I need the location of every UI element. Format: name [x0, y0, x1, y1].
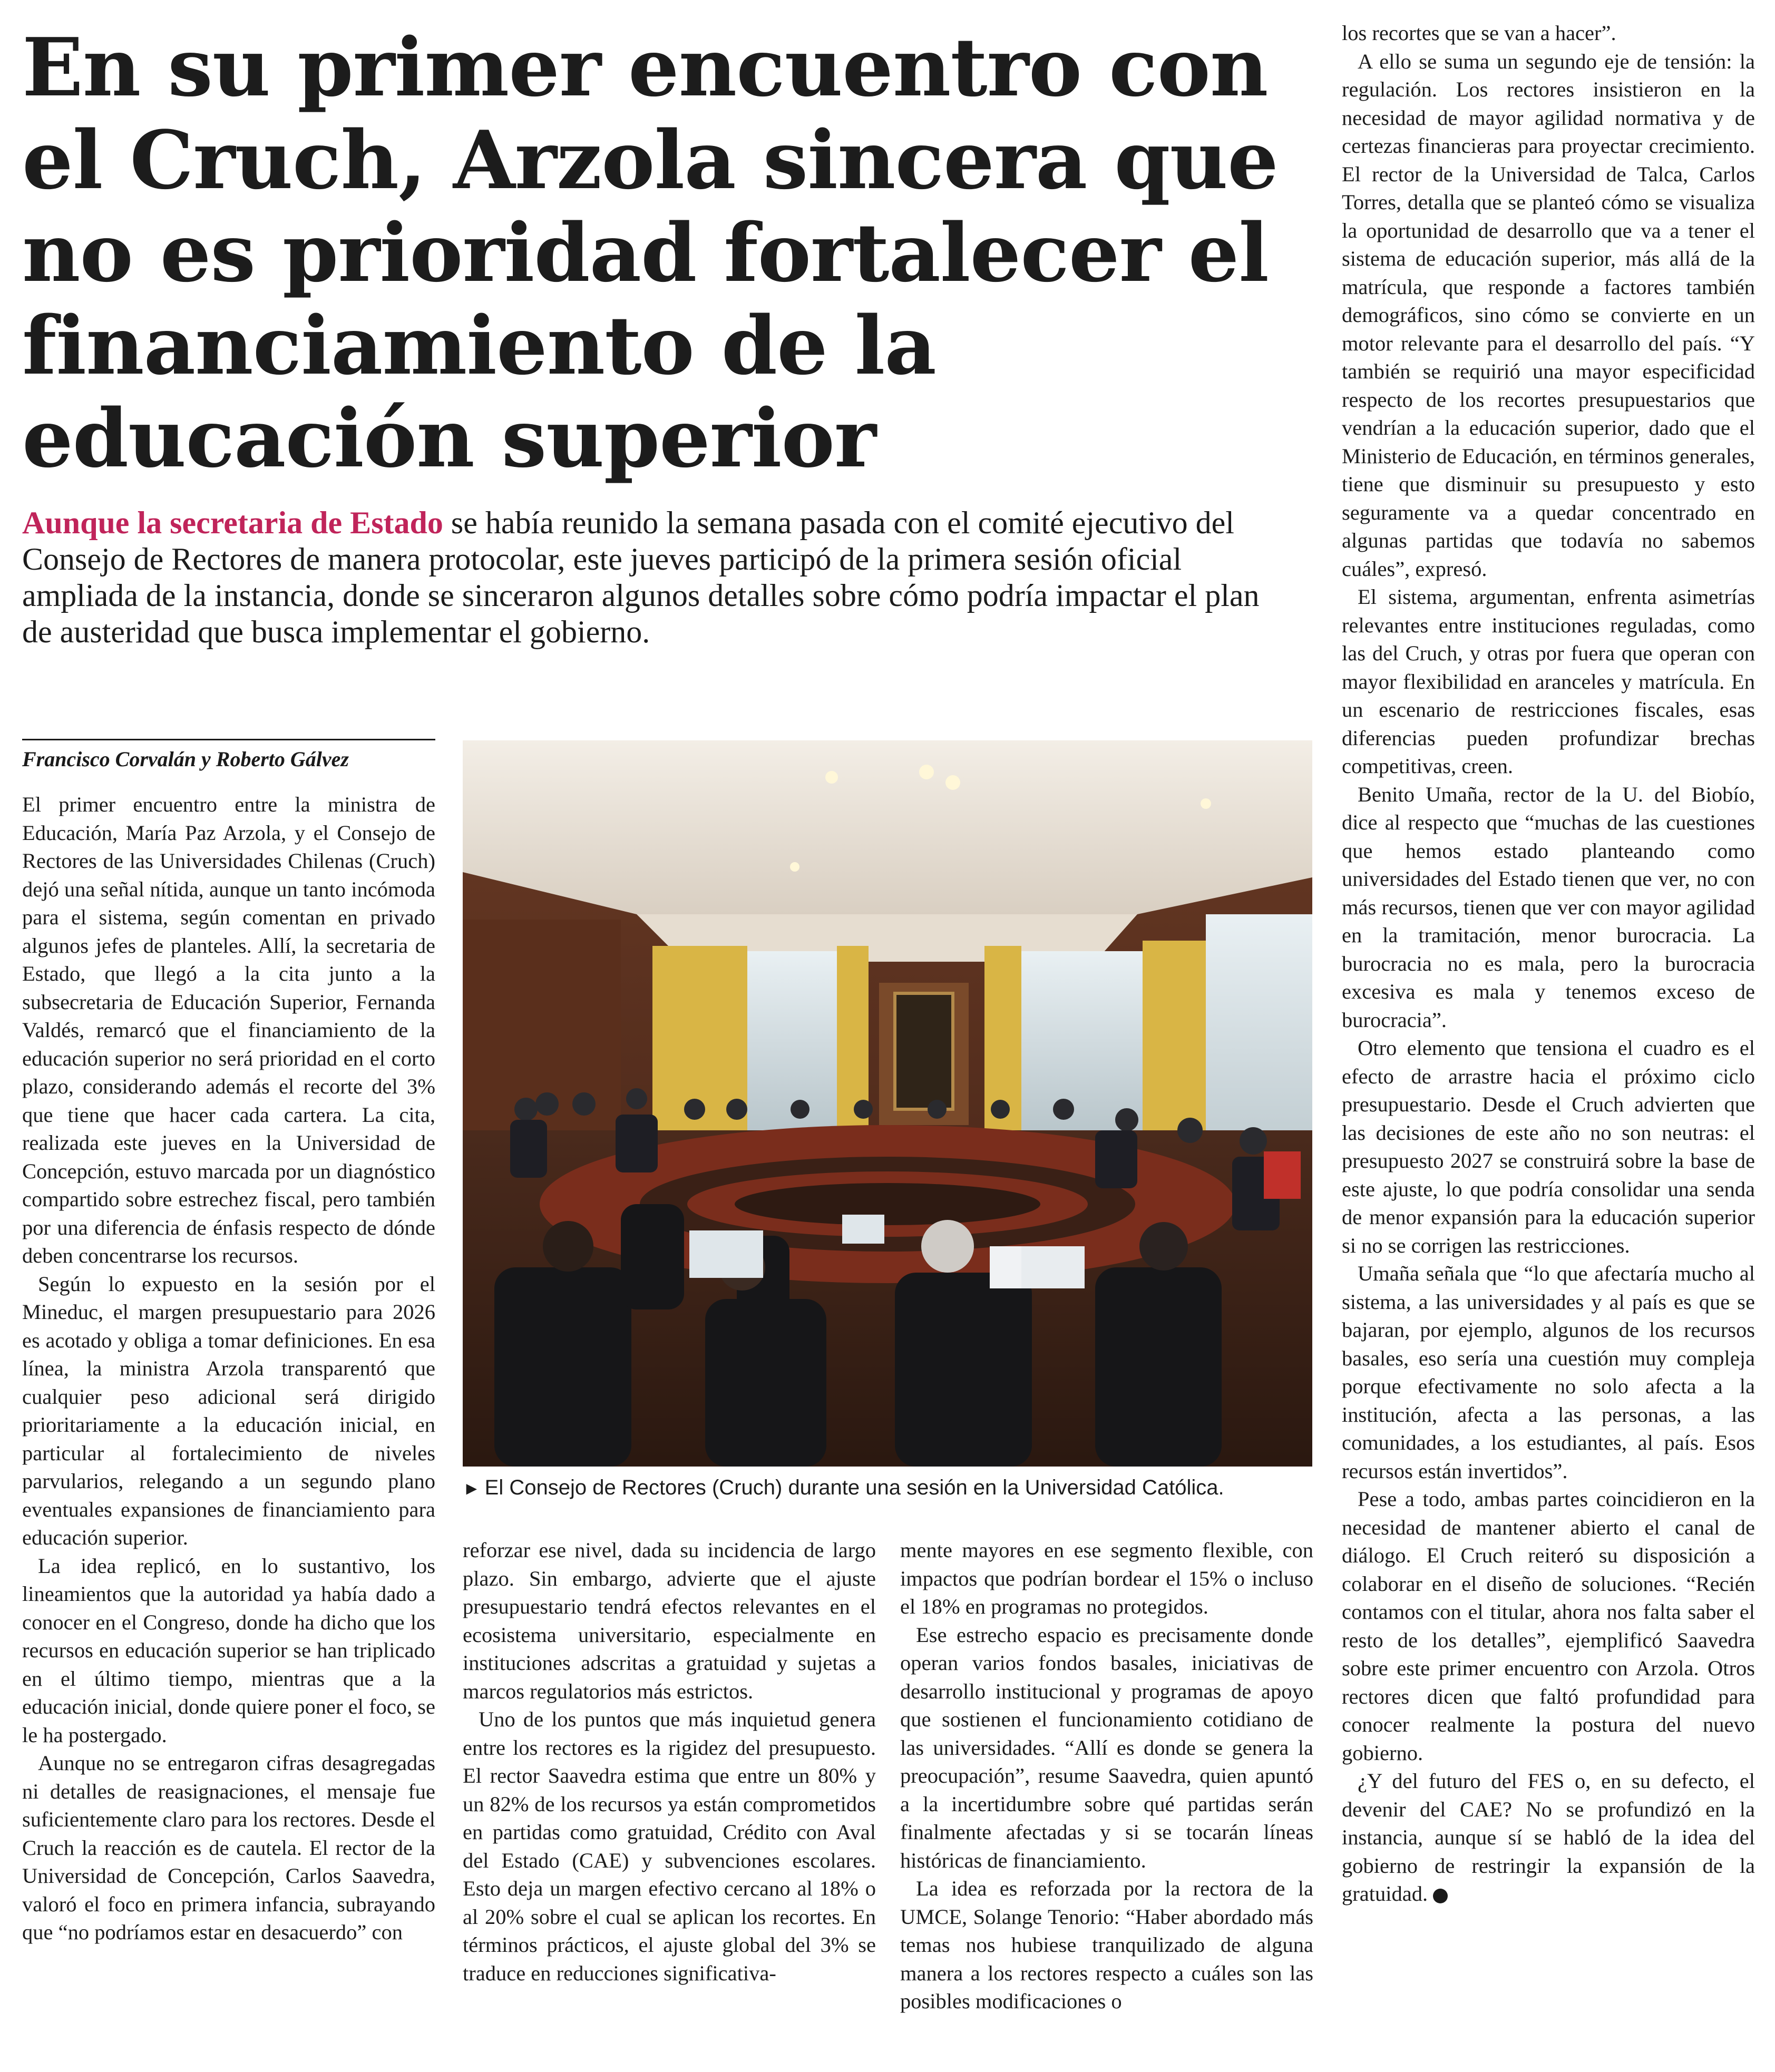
paragraph: La idea replicó, en lo sustantivo, los lineamientos que la autoridad ya había dado a conocer en el Congreso, donde ha dicho que los recursos en educación superior se han triplicado en el último tiempo, mientras que a la educación inicial, donde quiere poner el foco, se le ha postergado.	[22, 1553, 435, 1747]
paragraph: La idea es reforzada por la rectora de la UMCE, Solange Tenorio: “Haber abordado más temas nos hubiese tranquilizado de alguna manera a los rectores respecto a cuáles son las posibles modificaciones o	[900, 1876, 1313, 2013]
paragraph: Según lo expuesto en la sesión por el Mineduc, el margen presupuestario para 2026 es acotado y obliga a tomar definiciones. En esa línea, la ministra Arzola transparentó que cualquier peso adicional será dirigido prioritariamente a la educación inicial, en particular al fortalecimiento de niveles parvularios, relegando a un segundo plano eventuales expansiones de financiamiento para educación superior.	[22, 1272, 435, 1549]
meeting-photo-illustration	[463, 740, 1312, 1467]
body-column-1	[22, 790, 435, 2071]
lead-paragraph	[22, 505, 1287, 650]
paragraph: Otro elemento que tensiona el cuadro es el efecto de arrastre hacia el próximo ciclo presupuestario. Desde el Cruch advierten que las decisiones de este año no son neutras: el presupuesto 2027 se construirá sobre la base de este ajuste, lo que podría consolidar una senda de menor expansión para la educación superior si no se corrigen las restricciones.	[1342, 1036, 1755, 1257]
final-paragraph-text: ¿Y del futuro del FES o, en su defecto, el devenir del CAE? No se profundizó en la instancia, aunque sí se habló de la idea del gobierno de restringir la expansión de la gratuidad.	[1342, 1769, 1755, 1905]
lead-highlight: Aunque la secretaria de Estado	[22, 505, 443, 540]
headline: En su primer encuentro con el Cruch, Arzola sincera que no es prioridad fortalecer el financiamiento de la educación superior	[22, 20, 1278, 485]
paragraph: El primer encuentro entre la ministra de Educación, María Paz Arzola, y el Consejo de Rectores de las Universidades Chilenas (Cruch) dejó una señal nítida, aunque un tanto incómoda para el sistema, según comentan en privado algunos jefes de planteles. Allí, la secretaria de Estado, que llegó a la cita junto a la subsecretaria de Educación Superior, Fernanda Valdés, remarcó que el financiamiento de la educación superior no será prioridad en el corto plazo, considerando además el recorte del 3% que tiene que hacer cada cartera. La cita, realizada este jueves en la Universidad de Concepción, estuvo marcada por un diagnóstico compartido sobre estrechez fiscal, pero también por una diferencia de énfasis respecto de dónde deben concentrarse los recursos.	[22, 793, 435, 1267]
paragraph	[1342, 1767, 1755, 1908]
paragraph: reforzar ese nivel, dada su incidencia de largo plazo. Sin embargo, advierte que el ajuste presupuestario tendrá efectos relevantes en el ecosistema universitario, especialmente en instituciones adscritas a gratuidad y sujetas a marcos regulatorios más estrictos.	[463, 1538, 876, 1703]
paragraph: mente mayores en ese segmento flexible, con impactos que podrían bordear el 15% o incluso el 18% en programas no protegidos.	[900, 1538, 1313, 1618]
body-column-2	[463, 1536, 876, 2068]
end-mark-icon	[1433, 1889, 1448, 1903]
caption-marker-icon: ►	[463, 1479, 481, 1499]
paragraph: Uno de los puntos que más inquietud genera entre los rectores es la rigidez del presupuesto. El rector Saavedra estima que entre un 80% y un 82% de los recursos ya están comprometidos en partidas como gratuidad, Crédito con Aval del Estado (CAE) y subvenciones escolares. Esto deja un margen efectivo cercano al 18% o al 20% sobre el cual se aplican los recortes. En términos prácticos, el ajuste global del 3% se traduce en reducciones significativa-	[463, 1707, 876, 1985]
body-column-3	[900, 1536, 1313, 2068]
caption-text: El Consejo de Rectores (Cruch) durante una sesión en la Universidad Católica.	[484, 1476, 1224, 1499]
paragraph: Aunque no se entregaron cifras desagregadas ni detalles de reasignaciones, el mensaje fue suficientemente claro para los rectores. Desde el Cruch la reacción es de cautela. El rector de la Universidad de Concepción, Carlos Saavedra, valoró el foco en primera infancia, subrayando que “no podríamos estar en desacuerdo” con	[22, 1751, 435, 1944]
paragraph: El sistema, argumentan, enfrenta asimetrías relevantes entre instituciones reguladas, como las del Cruch, y otras por fuera que operan con mayor flexibilidad en aranceles y matrícula. En un escenario de restricciones fiscales, esas diferencias pueden profundizar brechas competitivas, creen.	[1342, 585, 1755, 778]
paragraph: Benito Umaña, rector de la U. del Biobío, dice al respecto que “muchas de las cuestiones que hemos estado planteando como universidades del Estado tienen que ver, no con más recursos, tienen que ver con mayor agilidad en la tramitación, menor burocracia. La burocracia no es mala, pero la burocracia excesiva es mala y tenemos exceso de burocracia”.	[1342, 782, 1755, 1032]
paragraph: Ese estrecho espacio es precisamente donde operan varios fondos basales, iniciativas de desarrollo institucional y programas de apoyo que sostienen el funcionamiento cotidiano de las universidades. “Allí es donde se genera la preocupación”, resume Saavedra, quien apuntó a la incertidumbre sobre qué partidas serán finalmente afectadas y si se tocarán líneas históricas de financiamiento.	[900, 1623, 1313, 1872]
lead-text: se había reunido la semana pasada con el comité ejecutivo del Consejo de Rectores de manera protocolar, este jueves participó de la primera sesión oficial ampliada de la instancia, donde se sinceraron algunos detalles sobre cómo podría impactar el plan de austeridad que busca implementar el gobierno.	[22, 505, 1260, 649]
paragraph: los recortes que se van a hacer”.	[1342, 21, 1616, 45]
paragraph: A ello se suma un segundo eje de tensión: la regulación. Los rectores insistieron en la necesidad de mayor agilidad normativa y de certezas financieras para proyectar crecimiento. El rector de la Universidad de Talca, Carlos Torres, detalla que se planteó cómo se visualiza la oportunidad de desarrollo que va a tener el sistema de educación superior, más allá de la matrícula, que responde a factores también demográficos, sino cómo se convierte en un motor relevante para el desarrollo del país. “Y también se requirió una mayor especificidad respecto de los recortes presupuestarios que vendrían a la educación superior, dado que el Ministerio de Educación, en términos generales, tiene que disminuir su presupuesto y esto seguramente va a quedar concentrado en algunas partidas que todavía no sabemos cuáles”, expresó.	[1342, 49, 1755, 581]
byline: Francisco Corvalán y Roberto Gálvez	[22, 739, 435, 773]
paragraph: Pese a todo, ambas partes coincidieron en la necesidad de mantener abierto el canal de diálogo. El Cruch reiteró su disposición a colaborar en el diseño de soluciones. “Recién contamos con el titular, ahora nos falta saber el resto de los detalles”, ejemplificó Saavedra sobre este primer encuentro con Arzola. Otros rectores dicen que faltó profundidad para conocer realmente la postura del nuevo gobierno.	[1342, 1487, 1755, 1765]
body-column-4	[1342, 19, 1755, 2069]
paragraph: Umaña señala que “lo que afectaría mucho al sistema, a las universidades y al país es que se bajaran, por ejemplo, algunos de los recursos basales, eso sería una cuestión muy compleja porque efectivamente no solo afecta a la institución, afecta a las personas, a las comunidades, a los estudiantes, al país. Esos recursos están invertidos”.	[1342, 1262, 1755, 1483]
photo-caption	[463, 1474, 1312, 1502]
meeting-photo	[463, 740, 1312, 1467]
